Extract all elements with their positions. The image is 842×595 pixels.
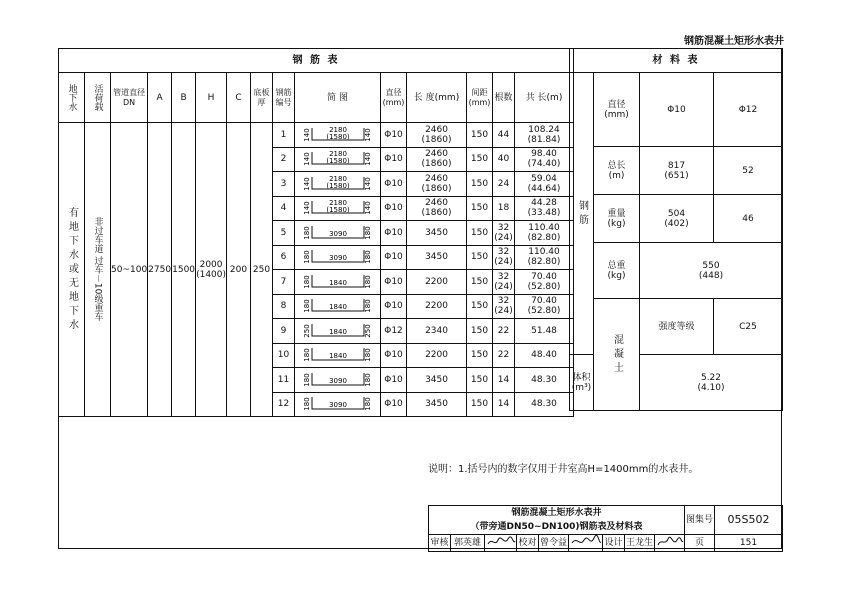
page-number: 151 [715,535,783,552]
rebar-shape-sketch [295,196,381,221]
rebar-number: 7 [273,270,295,295]
rebar-length: 3450 [407,368,467,393]
rebar-main-length: 3090 [328,254,347,263]
col-sketch: 简 图 [295,73,381,123]
rebar-right-leg: 180 [363,299,372,313]
col-live-load: 活荷载 [85,73,111,123]
rebar-diameter: Φ10 [381,221,407,246]
rebar-right-leg: 140 [363,128,372,142]
rebar-left-leg: 140 [302,201,311,215]
rebar-right-leg: 180 [363,397,372,411]
rebar-left-leg: 140 [302,177,311,191]
rebar-count: 40 [493,147,515,172]
dim-b-value: 1500 [172,123,196,417]
rebar-total-length: 110.40 (82.80) [515,245,574,270]
checker-name: 曾令益 [539,535,569,552]
rebar-main-length: 1840 [328,352,347,361]
col-pipe-dn: 管道直径DN [111,73,148,123]
length-label: 总长 (m) [594,147,640,195]
rebar-spacing: 150 [467,368,493,393]
volume-value: 5.22 (4.10) [640,355,783,411]
rebar-total-length: 98.40 (74.40) [515,147,574,172]
rebar-count: 44 [493,123,515,148]
rebar-row [59,123,574,148]
rebar-right-leg: 140 [363,152,372,166]
rebar-spacing: 150 [467,294,493,319]
rebar-table-title: 钢 筋 表 [59,49,574,73]
rebar-diameter: Φ10 [381,270,407,295]
rebar-left-leg: 180 [302,275,311,289]
rebar-length: 2340 [407,319,467,344]
dim-h-value: 2000 (1400) [196,123,227,417]
page-label: 页 [685,535,715,552]
col-spacing: 间距(mm) [467,73,493,123]
rebar-main-length: 1840 [328,303,347,312]
drawing-series-label: 钢筋混凝土矩形水表井 [684,36,784,47]
rebar-left-leg: 180 [302,348,311,362]
rebar-table [58,48,574,557]
rebar-number: 8 [273,294,295,319]
rebar-shape-sketch [295,245,381,270]
col-rebar-no: 钢筋编号 [273,73,295,123]
rebar-shape-sketch [295,270,381,295]
rebar-spacing: 150 [467,245,493,270]
atlas-number: 05S502 [715,506,783,535]
rebar-main-length: 1840 [328,327,347,336]
dia-10: Φ10 [640,73,714,147]
bottom-thickness-value: 250 [251,123,273,417]
rebar-diameter: Φ10 [381,294,407,319]
rebar-main-length: 3090 [328,376,347,385]
rebar-length: 3450 [407,221,467,246]
rebar-diameter: Φ10 [381,172,407,197]
rebar-alt-length: (1580) [325,157,350,166]
col-b: B [172,73,196,123]
rebar-right-leg: 180 [363,226,372,240]
dia-12: Φ12 [714,73,783,147]
rebar-shape-sketch [295,221,381,246]
rebar-count: 32 (24) [493,245,515,270]
rebar-shape-sketch [295,392,381,417]
col-length: 长 度(mm) [407,73,467,123]
rebar-diameter: Φ10 [381,392,407,417]
rebar-left-leg: 180 [302,373,311,387]
rebar-right-leg: 250 [363,324,372,338]
designer-name: 王龙生 [625,535,655,552]
concrete-group-label: 混凝土 [594,299,640,411]
rebar-diameter: Φ10 [381,123,407,148]
rebar-diameter: Φ10 [381,196,407,221]
rebar-count: 32 (24) [493,270,515,295]
rebar-diameter: Φ10 [381,147,407,172]
length-10: 817 (651) [640,147,714,195]
rebar-main-length: 3090 [328,229,347,238]
rebar-alt-length: (1580) [325,181,350,190]
rebar-right-leg: 140 [363,201,372,215]
col-a: A [148,73,172,123]
design-label: 设计 [603,535,625,552]
volume-label: 体积(m³) [570,355,594,411]
weight-label: 重量 (kg) [594,195,640,243]
rebar-length: 2460 (1860) [407,196,467,221]
rebar-left-leg: 140 [302,152,311,166]
rebar-total-length: 48.30 [515,392,574,417]
rebar-right-leg: 180 [363,348,372,362]
rebar-number: 5 [273,221,295,246]
material-table-title: 材 料 表 [570,49,783,73]
rebar-count: 32 (24) [493,221,515,246]
rebar-total-length: 108.24 (81.84) [515,123,574,148]
rebar-spacing: 150 [467,172,493,197]
rebar-left-leg: 180 [302,397,311,411]
rebar-count: 22 [493,319,515,344]
checker-signature [569,535,603,552]
rebar-diameter: Φ10 [381,245,407,270]
rebar-spacing: 150 [467,343,493,368]
rebar-shape-sketch [295,343,381,368]
rebar-total-length: 70.40 (52.80) [515,294,574,319]
title-block [428,505,783,552]
reviewer-name: 郭英雄 [451,535,485,552]
rebar-length: 2460 (1860) [407,123,467,148]
atlas-label: 图集号 [685,506,715,535]
rebar-count: 32 (24) [493,294,515,319]
rebar-shape-sketch [295,319,381,344]
total-weight-value: 550 (448) [640,243,783,299]
review-label: 审核 [429,535,451,552]
rebar-shape-sketch [295,147,381,172]
rebar-right-leg: 140 [363,177,372,191]
rebar-left-leg: 180 [302,299,311,313]
rebar-length: 2460 (1860) [407,172,467,197]
col-c: C [227,73,251,123]
rebar-total-length: 48.30 [515,368,574,393]
rebar-right-leg: 180 [363,373,372,387]
rebar-length: 2200 [407,294,467,319]
rebar-left-leg: 140 [302,128,311,142]
weight-12: 46 [714,195,783,243]
rebar-number: 12 [273,392,295,417]
rebar-number: 1 [273,123,295,148]
rebar-spacing: 150 [467,196,493,221]
rebar-length: 3450 [407,245,467,270]
total-weight-label: 总重 (kg) [594,243,640,299]
rebar-number: 10 [273,343,295,368]
rebar-count: 18 [493,196,515,221]
rebar-main-length: 2180 [328,150,347,159]
rebar-total-length: 51.48 [515,319,574,344]
designer-signature [655,535,685,552]
col-groundwater: 地下水 [59,73,85,123]
live-load-condition: 非过车道 过车－10级重车 [85,123,111,417]
rebar-length: 2200 [407,343,467,368]
rebar-right-leg: 180 [363,250,372,264]
dim-a-value: 2750 [148,123,172,417]
weight-10: 504 (402) [640,195,714,243]
reviewer-signature [485,535,517,552]
drawing-title-line1: 钢筋混凝土矩形水表井 [511,508,602,518]
rebar-count: 14 [493,392,515,417]
rebar-number: 11 [273,368,295,393]
rebar-number: 9 [273,319,295,344]
rebar-count: 22 [493,343,515,368]
dia-label: 直径 (mm) [594,73,640,147]
rebar-main-length: 2180 [328,199,347,208]
rebar-main-length: 2180 [328,125,347,134]
rebar-total-length: 44.28 (33.48) [515,196,574,221]
rebar-total-length: 70.40 (52.80) [515,270,574,295]
rebar-length: 2460 (1860) [407,147,467,172]
rebar-alt-length: (1580) [325,132,350,141]
rebar-count: 24 [493,172,515,197]
rebar-total-length: 48.40 [515,343,574,368]
rebar-right-leg: 180 [363,275,372,289]
rebar-left-leg: 250 [302,324,311,338]
pipe-dn-value: 50~100 [111,123,148,417]
rebar-shape-sketch [295,123,381,148]
rebar-shape-sketch [295,294,381,319]
drawing-title-line2: （带旁通DN50~DN100)钢筋表及材料表 [470,522,643,532]
rebar-spacing: 150 [467,147,493,172]
rebar-length: 2200 [407,270,467,295]
rebar-spacing: 150 [467,221,493,246]
rebar-length: 3450 [407,392,467,417]
steel-group-label: 钢筋 [570,73,594,355]
rebar-diameter: Φ12 [381,319,407,344]
rebar-alt-length: (1580) [325,206,350,215]
rebar-number: 2 [273,147,295,172]
rebar-left-leg: 180 [302,226,311,240]
grade-value: C25 [714,299,783,355]
rebar-diameter: Φ10 [381,343,407,368]
rebar-shape-sketch [295,172,381,197]
rebar-total-length: 59.04 (44.64) [515,172,574,197]
drawing-note: 说明：1.括号内的数字仅用于井室高H=1400mm的水表井。 [428,464,699,475]
rebar-main-length: 3090 [328,401,347,410]
col-count: 根数 [493,73,515,123]
rebar-spacing: 150 [467,319,493,344]
check-label: 校对 [517,535,539,552]
length-12: 52 [714,147,783,195]
rebar-spacing: 150 [467,392,493,417]
rebar-main-length: 1840 [328,278,347,287]
drawing-title [429,506,685,535]
col-diameter: 直径(mm) [381,73,407,123]
rebar-main-length: 2180 [328,174,347,183]
col-h: H [196,73,227,123]
dim-c-value: 200 [227,123,251,417]
grade-label: 强度等级 [640,299,714,355]
col-bottom: 底板厚 [251,73,273,123]
groundwater-condition: 有地下水或无地下水 [59,123,85,417]
material-table [569,48,783,411]
rebar-spacing: 150 [467,123,493,148]
rebar-shape-sketch [295,368,381,393]
rebar-count: 14 [493,368,515,393]
rebar-spacing: 150 [467,270,493,295]
rebar-diameter: Φ10 [381,368,407,393]
rebar-number: 3 [273,172,295,197]
rebar-left-leg: 180 [302,250,311,264]
rebar-number: 6 [273,245,295,270]
col-total-length: 共 长(m) [515,73,574,123]
rebar-number: 4 [273,196,295,221]
rebar-total-length: 110.40 (82.80) [515,221,574,246]
